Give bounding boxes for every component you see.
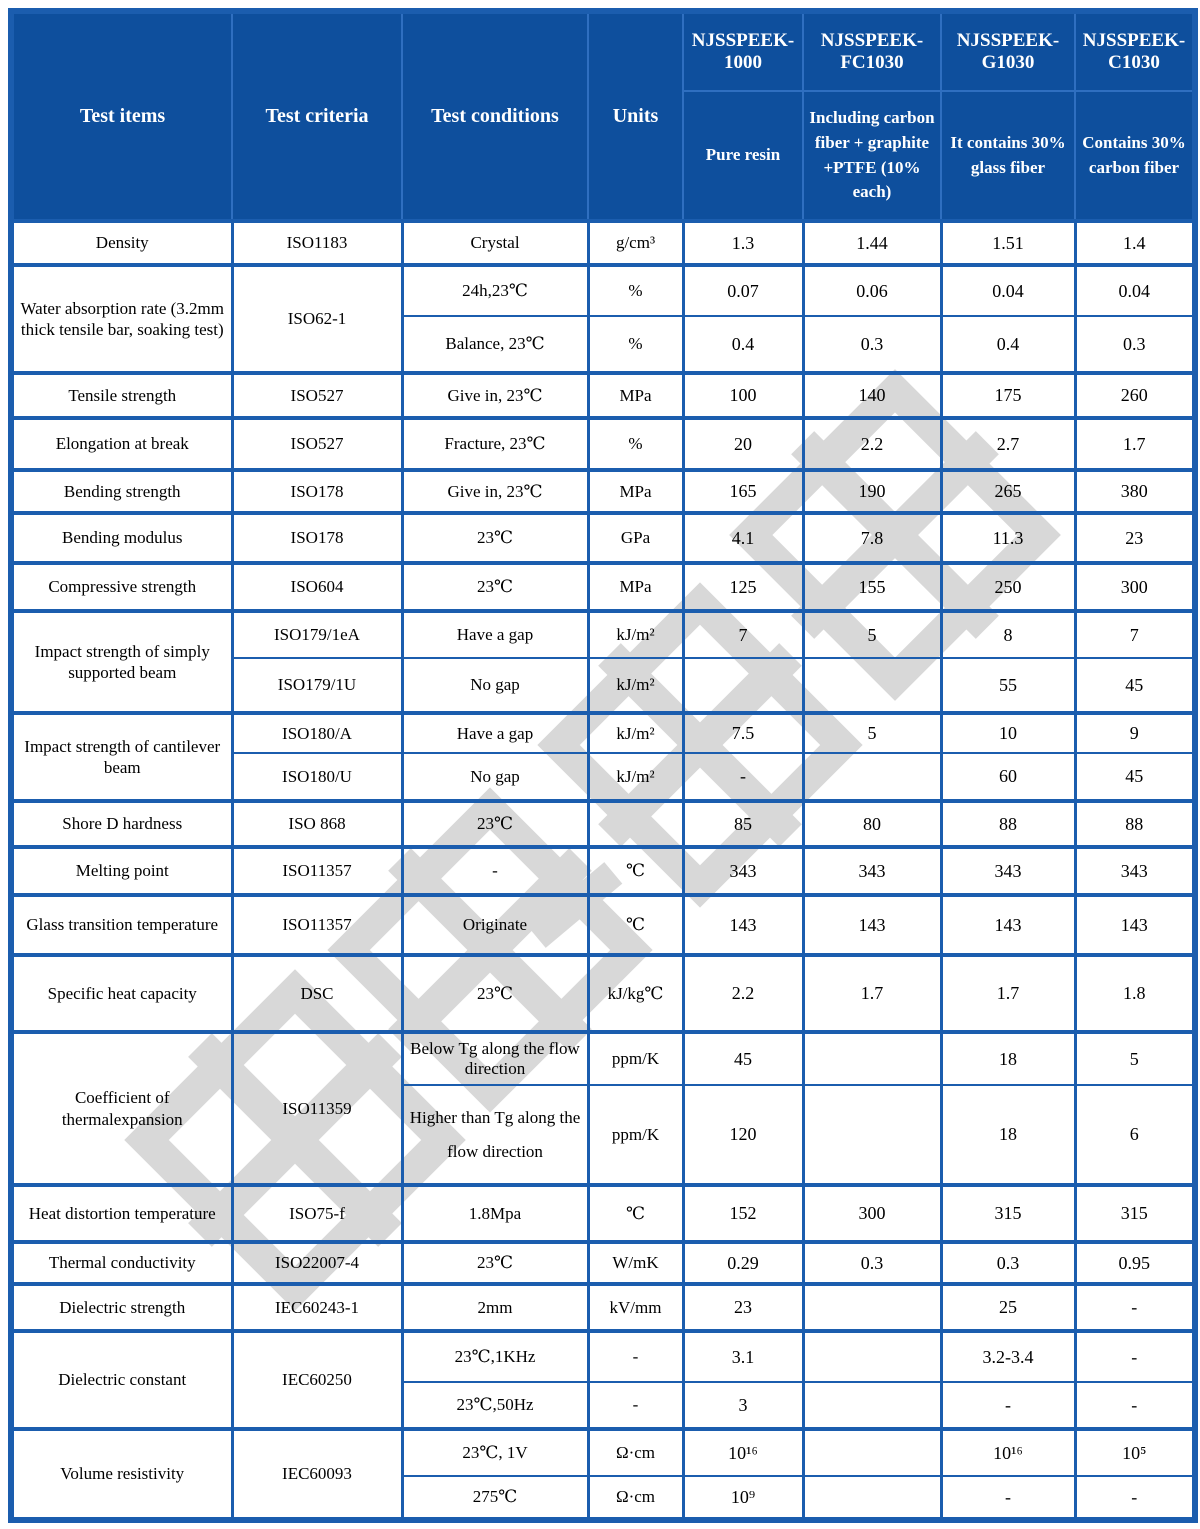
cell-value-fc1030: 2.2 bbox=[803, 418, 941, 470]
cell-test-condition: 23℃ bbox=[402, 563, 588, 611]
cell-test-criteria: ISO1183 bbox=[232, 221, 402, 265]
cell-test-criteria: ISO180/U bbox=[232, 753, 402, 801]
cell-test-item: Impact strength of simply supported beam bbox=[11, 611, 232, 713]
cell-test-condition: 275℃ bbox=[402, 1476, 588, 1520]
cell-value-fc1030 bbox=[803, 1476, 941, 1520]
table-row bbox=[11, 1331, 1195, 1382]
cell-test-item: Heat distortion temperature bbox=[11, 1185, 232, 1242]
cell-value-g1030: 55 bbox=[941, 658, 1075, 713]
cell-value-k1000: 10¹⁶ bbox=[683, 1429, 803, 1476]
cell-value-k1000: 4.1 bbox=[683, 513, 803, 563]
cell-value-fc1030: 190 bbox=[803, 470, 941, 513]
cell-value-g1030: 0.3 bbox=[941, 1242, 1075, 1284]
cell-value-k1000: 85 bbox=[683, 801, 803, 847]
cell-test-criteria: IEC60093 bbox=[232, 1429, 402, 1520]
cell-test-criteria: ISO604 bbox=[232, 563, 402, 611]
cell-test-item: Elongation at break bbox=[11, 418, 232, 470]
cell-unit: kJ/m² bbox=[588, 713, 683, 753]
cell-value-fc1030: 140 bbox=[803, 373, 941, 418]
cell-test-condition: 24h,23℃ bbox=[402, 265, 588, 316]
cell-value-g1030: 143 bbox=[941, 895, 1075, 955]
table-row bbox=[11, 1242, 1195, 1284]
cell-value-c1030: - bbox=[1075, 1284, 1195, 1331]
col-header-test-conditions: Test conditions bbox=[402, 11, 588, 221]
product-name-njsspeek-fc1030: NJSSPEEK-FC1030 bbox=[803, 11, 941, 91]
cell-value-c1030: 260 bbox=[1075, 373, 1195, 418]
cell-test-item: Glass transition temperature bbox=[11, 895, 232, 955]
cell-unit: % bbox=[588, 265, 683, 316]
table-row bbox=[11, 563, 1195, 611]
cell-test-condition: 23℃ bbox=[402, 801, 588, 847]
cell-value-fc1030 bbox=[803, 1382, 941, 1429]
cell-value-k1000: 0.07 bbox=[683, 265, 803, 316]
cell-test-condition: 23℃ bbox=[402, 1242, 588, 1284]
cell-unit: ppm/K bbox=[588, 1085, 683, 1185]
cell-value-fc1030: 1.44 bbox=[803, 221, 941, 265]
cell-unit: % bbox=[588, 418, 683, 470]
cell-value-c1030: 143 bbox=[1075, 895, 1195, 955]
col-header-units: Units bbox=[588, 11, 683, 221]
cell-value-g1030: 0.4 bbox=[941, 316, 1075, 373]
cell-unit: ℃ bbox=[588, 895, 683, 955]
cell-test-criteria: ISO178 bbox=[232, 513, 402, 563]
cell-value-c1030: 88 bbox=[1075, 801, 1195, 847]
cell-test-condition: Originate bbox=[402, 895, 588, 955]
cell-test-item: Impact strength of cantilever beam bbox=[11, 713, 232, 801]
cell-unit: - bbox=[588, 1331, 683, 1382]
cell-value-g1030: 8 bbox=[941, 611, 1075, 658]
cell-test-item: Density bbox=[11, 221, 232, 265]
cell-value-fc1030: 0.06 bbox=[803, 265, 941, 316]
cell-unit: Ω·cm bbox=[588, 1476, 683, 1520]
cell-value-fc1030 bbox=[803, 1085, 941, 1185]
cell-test-condition: 2mm bbox=[402, 1284, 588, 1331]
cell-test-condition: 1.8Mpa bbox=[402, 1185, 588, 1242]
product-name-njsspeek-1000: NJSSPEEK-1000 bbox=[683, 11, 803, 91]
cell-test-criteria: DSC bbox=[232, 955, 402, 1032]
product-desc-njsspeek-1000: Pure resin bbox=[683, 91, 803, 221]
cell-unit: ℃ bbox=[588, 847, 683, 895]
cell-value-g1030: 0.04 bbox=[941, 265, 1075, 316]
cell-unit: % bbox=[588, 316, 683, 373]
cell-value-g1030: 88 bbox=[941, 801, 1075, 847]
cell-value-c1030: 1.8 bbox=[1075, 955, 1195, 1032]
cell-value-g1030: 18 bbox=[941, 1085, 1075, 1185]
cell-unit: GPa bbox=[588, 513, 683, 563]
table-row bbox=[11, 418, 1195, 470]
cell-value-k1000: 165 bbox=[683, 470, 803, 513]
cell-value-g1030: 343 bbox=[941, 847, 1075, 895]
table-row bbox=[11, 1185, 1195, 1242]
cell-value-fc1030: 0.3 bbox=[803, 1242, 941, 1284]
cell-value-g1030: 250 bbox=[941, 563, 1075, 611]
cell-value-c1030: 380 bbox=[1075, 470, 1195, 513]
cell-value-k1000: 343 bbox=[683, 847, 803, 895]
cell-test-criteria: IEC60250 bbox=[232, 1331, 402, 1429]
product-name-njsspeek-g1030: NJSSPEEK-G1030 bbox=[941, 11, 1075, 91]
datasheet bbox=[8, 8, 1198, 1523]
cell-unit: MPa bbox=[588, 470, 683, 513]
cell-unit: kJ/m² bbox=[588, 753, 683, 801]
cell-test-condition: Have a gap bbox=[402, 611, 588, 658]
cell-test-condition: Have a gap bbox=[402, 713, 588, 753]
cell-unit: ppm/K bbox=[588, 1032, 683, 1085]
cell-test-item: Tensile strength bbox=[11, 373, 232, 418]
cell-test-criteria: ISO22007-4 bbox=[232, 1242, 402, 1284]
cell-unit: - bbox=[588, 1382, 683, 1429]
table-row bbox=[11, 1429, 1195, 1476]
cell-value-k1000: 23 bbox=[683, 1284, 803, 1331]
cell-value-k1000: 7.5 bbox=[683, 713, 803, 753]
cell-test-criteria: ISO 868 bbox=[232, 801, 402, 847]
cell-value-k1000: - bbox=[683, 753, 803, 801]
cell-test-criteria: ISO75-f bbox=[232, 1185, 402, 1242]
cell-test-criteria: ISO179/1U bbox=[232, 658, 402, 713]
cell-test-condition: Give in, 23℃ bbox=[402, 373, 588, 418]
cell-test-item: Specific heat capacity bbox=[11, 955, 232, 1032]
cell-value-k1000: 1.3 bbox=[683, 221, 803, 265]
product-desc-njsspeek-fc1030: Including carbon fiber + graphite +PTFE (10% each) bbox=[803, 91, 941, 221]
cell-value-g1030: 10¹⁶ bbox=[941, 1429, 1075, 1476]
table-row bbox=[11, 1284, 1195, 1331]
cell-test-condition: 23℃ bbox=[402, 513, 588, 563]
cell-value-g1030: 11.3 bbox=[941, 513, 1075, 563]
cell-value-k1000: 7 bbox=[683, 611, 803, 658]
table-row bbox=[11, 1032, 1195, 1085]
cell-test-item: Bending strength bbox=[11, 470, 232, 513]
cell-value-c1030: 300 bbox=[1075, 563, 1195, 611]
cell-test-condition: Higher than Tg along the flow direction bbox=[402, 1085, 588, 1185]
cell-value-fc1030: 7.8 bbox=[803, 513, 941, 563]
cell-value-g1030: 18 bbox=[941, 1032, 1075, 1085]
table-row bbox=[11, 847, 1195, 895]
cell-value-g1030: 60 bbox=[941, 753, 1075, 801]
cell-value-fc1030: 5 bbox=[803, 713, 941, 753]
cell-unit: kJ/m² bbox=[588, 658, 683, 713]
cell-value-c1030: 7 bbox=[1075, 611, 1195, 658]
cell-unit: Ω·cm bbox=[588, 1429, 683, 1476]
table-row bbox=[11, 611, 1195, 658]
cell-test-criteria: ISO178 bbox=[232, 470, 402, 513]
cell-test-condition: 23℃ bbox=[402, 955, 588, 1032]
cell-value-k1000: 10⁹ bbox=[683, 1476, 803, 1520]
cell-value-fc1030 bbox=[803, 658, 941, 713]
cell-value-g1030: 10 bbox=[941, 713, 1075, 753]
cell-value-c1030: 343 bbox=[1075, 847, 1195, 895]
cell-value-c1030: 1.4 bbox=[1075, 221, 1195, 265]
cell-value-g1030: 315 bbox=[941, 1185, 1075, 1242]
table-row bbox=[11, 895, 1195, 955]
table-header bbox=[11, 11, 1195, 221]
cell-test-item: Dielectric strength bbox=[11, 1284, 232, 1331]
cell-value-g1030: - bbox=[941, 1382, 1075, 1429]
cell-value-fc1030: 1.7 bbox=[803, 955, 941, 1032]
cell-value-fc1030: 300 bbox=[803, 1185, 941, 1242]
cell-test-criteria: ISO11357 bbox=[232, 847, 402, 895]
cell-value-fc1030: 143 bbox=[803, 895, 941, 955]
cell-value-k1000 bbox=[683, 658, 803, 713]
table-row bbox=[11, 221, 1195, 265]
cell-test-criteria: ISO11357 bbox=[232, 895, 402, 955]
peek-properties-table bbox=[8, 8, 1198, 1523]
cell-value-c1030: - bbox=[1075, 1382, 1195, 1429]
product-desc-njsspeek-c1030: Contains 30% carbon fiber bbox=[1075, 91, 1195, 221]
cell-value-g1030: 3.2-3.4 bbox=[941, 1331, 1075, 1382]
cell-test-condition: 23℃,1KHz bbox=[402, 1331, 588, 1382]
cell-value-fc1030 bbox=[803, 1284, 941, 1331]
cell-value-c1030: 23 bbox=[1075, 513, 1195, 563]
cell-value-c1030: 9 bbox=[1075, 713, 1195, 753]
cell-test-criteria: ISO180/A bbox=[232, 713, 402, 753]
cell-value-c1030: 45 bbox=[1075, 753, 1195, 801]
cell-test-item: Water absorption rate (3.2mm thick tensile bar, soaking test) bbox=[11, 265, 232, 373]
cell-test-criteria: ISO527 bbox=[232, 373, 402, 418]
cell-test-condition: Below Tg along the flow direction bbox=[402, 1032, 588, 1085]
cell-value-g1030: 265 bbox=[941, 470, 1075, 513]
cell-unit bbox=[588, 801, 683, 847]
cell-unit: MPa bbox=[588, 373, 683, 418]
cell-test-condition: No gap bbox=[402, 658, 588, 713]
cell-test-item: Bending modulus bbox=[11, 513, 232, 563]
cell-test-condition: Balance, 23℃ bbox=[402, 316, 588, 373]
cell-value-c1030: 0.3 bbox=[1075, 316, 1195, 373]
cell-test-criteria: ISO527 bbox=[232, 418, 402, 470]
cell-unit: kJ/m² bbox=[588, 611, 683, 658]
table-row bbox=[11, 265, 1195, 316]
cell-value-c1030: 1.7 bbox=[1075, 418, 1195, 470]
cell-value-c1030: 6 bbox=[1075, 1085, 1195, 1185]
cell-test-condition: No gap bbox=[402, 753, 588, 801]
cell-test-condition: 23℃, 1V bbox=[402, 1429, 588, 1476]
cell-unit: ℃ bbox=[588, 1185, 683, 1242]
table-row bbox=[11, 373, 1195, 418]
cell-value-fc1030: 155 bbox=[803, 563, 941, 611]
cell-value-g1030: 2.7 bbox=[941, 418, 1075, 470]
table-row bbox=[11, 801, 1195, 847]
cell-test-condition: Fracture, 23℃ bbox=[402, 418, 588, 470]
cell-value-k1000: 2.2 bbox=[683, 955, 803, 1032]
cell-test-item: Shore D hardness bbox=[11, 801, 232, 847]
cell-value-fc1030: 80 bbox=[803, 801, 941, 847]
table-row bbox=[11, 955, 1195, 1032]
cell-unit: kJ/kg℃ bbox=[588, 955, 683, 1032]
cell-test-item: Coefficient of thermalexpansion bbox=[11, 1032, 232, 1185]
cell-value-k1000: 0.4 bbox=[683, 316, 803, 373]
cell-value-k1000: 3.1 bbox=[683, 1331, 803, 1382]
cell-value-c1030: - bbox=[1075, 1331, 1195, 1382]
cell-value-k1000: 45 bbox=[683, 1032, 803, 1085]
cell-test-criteria: ISO179/1eA bbox=[232, 611, 402, 658]
cell-value-g1030: 1.51 bbox=[941, 221, 1075, 265]
cell-test-condition: 23℃,50Hz bbox=[402, 1382, 588, 1429]
cell-value-k1000: 120 bbox=[683, 1085, 803, 1185]
cell-value-k1000: 125 bbox=[683, 563, 803, 611]
product-desc-njsspeek-g1030: It contains 30% glass fiber bbox=[941, 91, 1075, 221]
table-body bbox=[11, 221, 1195, 1520]
cell-test-criteria: ISO11359 bbox=[232, 1032, 402, 1185]
cell-value-k1000: 143 bbox=[683, 895, 803, 955]
cell-test-criteria: IEC60243-1 bbox=[232, 1284, 402, 1331]
cell-test-condition: Give in, 23℃ bbox=[402, 470, 588, 513]
table-row bbox=[11, 513, 1195, 563]
cell-test-item: Volume resistivity bbox=[11, 1429, 232, 1520]
cell-value-k1000: 20 bbox=[683, 418, 803, 470]
cell-test-item: Melting point bbox=[11, 847, 232, 895]
cell-unit: MPa bbox=[588, 563, 683, 611]
header-row-products bbox=[11, 11, 1195, 91]
cell-value-k1000: 152 bbox=[683, 1185, 803, 1242]
cell-value-c1030: - bbox=[1075, 1476, 1195, 1520]
cell-value-fc1030: 343 bbox=[803, 847, 941, 895]
cell-value-fc1030 bbox=[803, 1032, 941, 1085]
cell-value-fc1030 bbox=[803, 753, 941, 801]
cell-value-c1030: 0.95 bbox=[1075, 1242, 1195, 1284]
cell-value-c1030: 45 bbox=[1075, 658, 1195, 713]
cell-unit: kV/mm bbox=[588, 1284, 683, 1331]
cell-value-c1030: 315 bbox=[1075, 1185, 1195, 1242]
cell-unit: g/cm³ bbox=[588, 221, 683, 265]
cell-value-c1030: 5 bbox=[1075, 1032, 1195, 1085]
cell-value-g1030: 25 bbox=[941, 1284, 1075, 1331]
cell-value-k1000: 0.29 bbox=[683, 1242, 803, 1284]
cell-test-item: Dielectric constant bbox=[11, 1331, 232, 1429]
cell-value-fc1030: 5 bbox=[803, 611, 941, 658]
cell-value-c1030: 0.04 bbox=[1075, 265, 1195, 316]
cell-test-item: Compressive strength bbox=[11, 563, 232, 611]
table-row bbox=[11, 470, 1195, 513]
cell-test-condition: Crystal bbox=[402, 221, 588, 265]
cell-test-item: Thermal conductivity bbox=[11, 1242, 232, 1284]
cell-value-g1030: 1.7 bbox=[941, 955, 1075, 1032]
cell-value-fc1030 bbox=[803, 1331, 941, 1382]
cell-unit: W/mK bbox=[588, 1242, 683, 1284]
product-name-njsspeek-c1030: NJSSPEEK-C1030 bbox=[1075, 11, 1195, 91]
cell-value-g1030: 175 bbox=[941, 373, 1075, 418]
cell-value-g1030: - bbox=[941, 1476, 1075, 1520]
cell-value-k1000: 3 bbox=[683, 1382, 803, 1429]
cell-test-criteria: ISO62-1 bbox=[232, 265, 402, 373]
cell-value-k1000: 100 bbox=[683, 373, 803, 418]
col-header-test-criteria: Test criteria bbox=[232, 11, 402, 221]
col-header-test-items: Test items bbox=[11, 11, 232, 221]
cell-value-fc1030 bbox=[803, 1429, 941, 1476]
cell-test-condition: - bbox=[402, 847, 588, 895]
cell-value-fc1030: 0.3 bbox=[803, 316, 941, 373]
cell-value-c1030: 10⁵ bbox=[1075, 1429, 1195, 1476]
table-row bbox=[11, 713, 1195, 753]
